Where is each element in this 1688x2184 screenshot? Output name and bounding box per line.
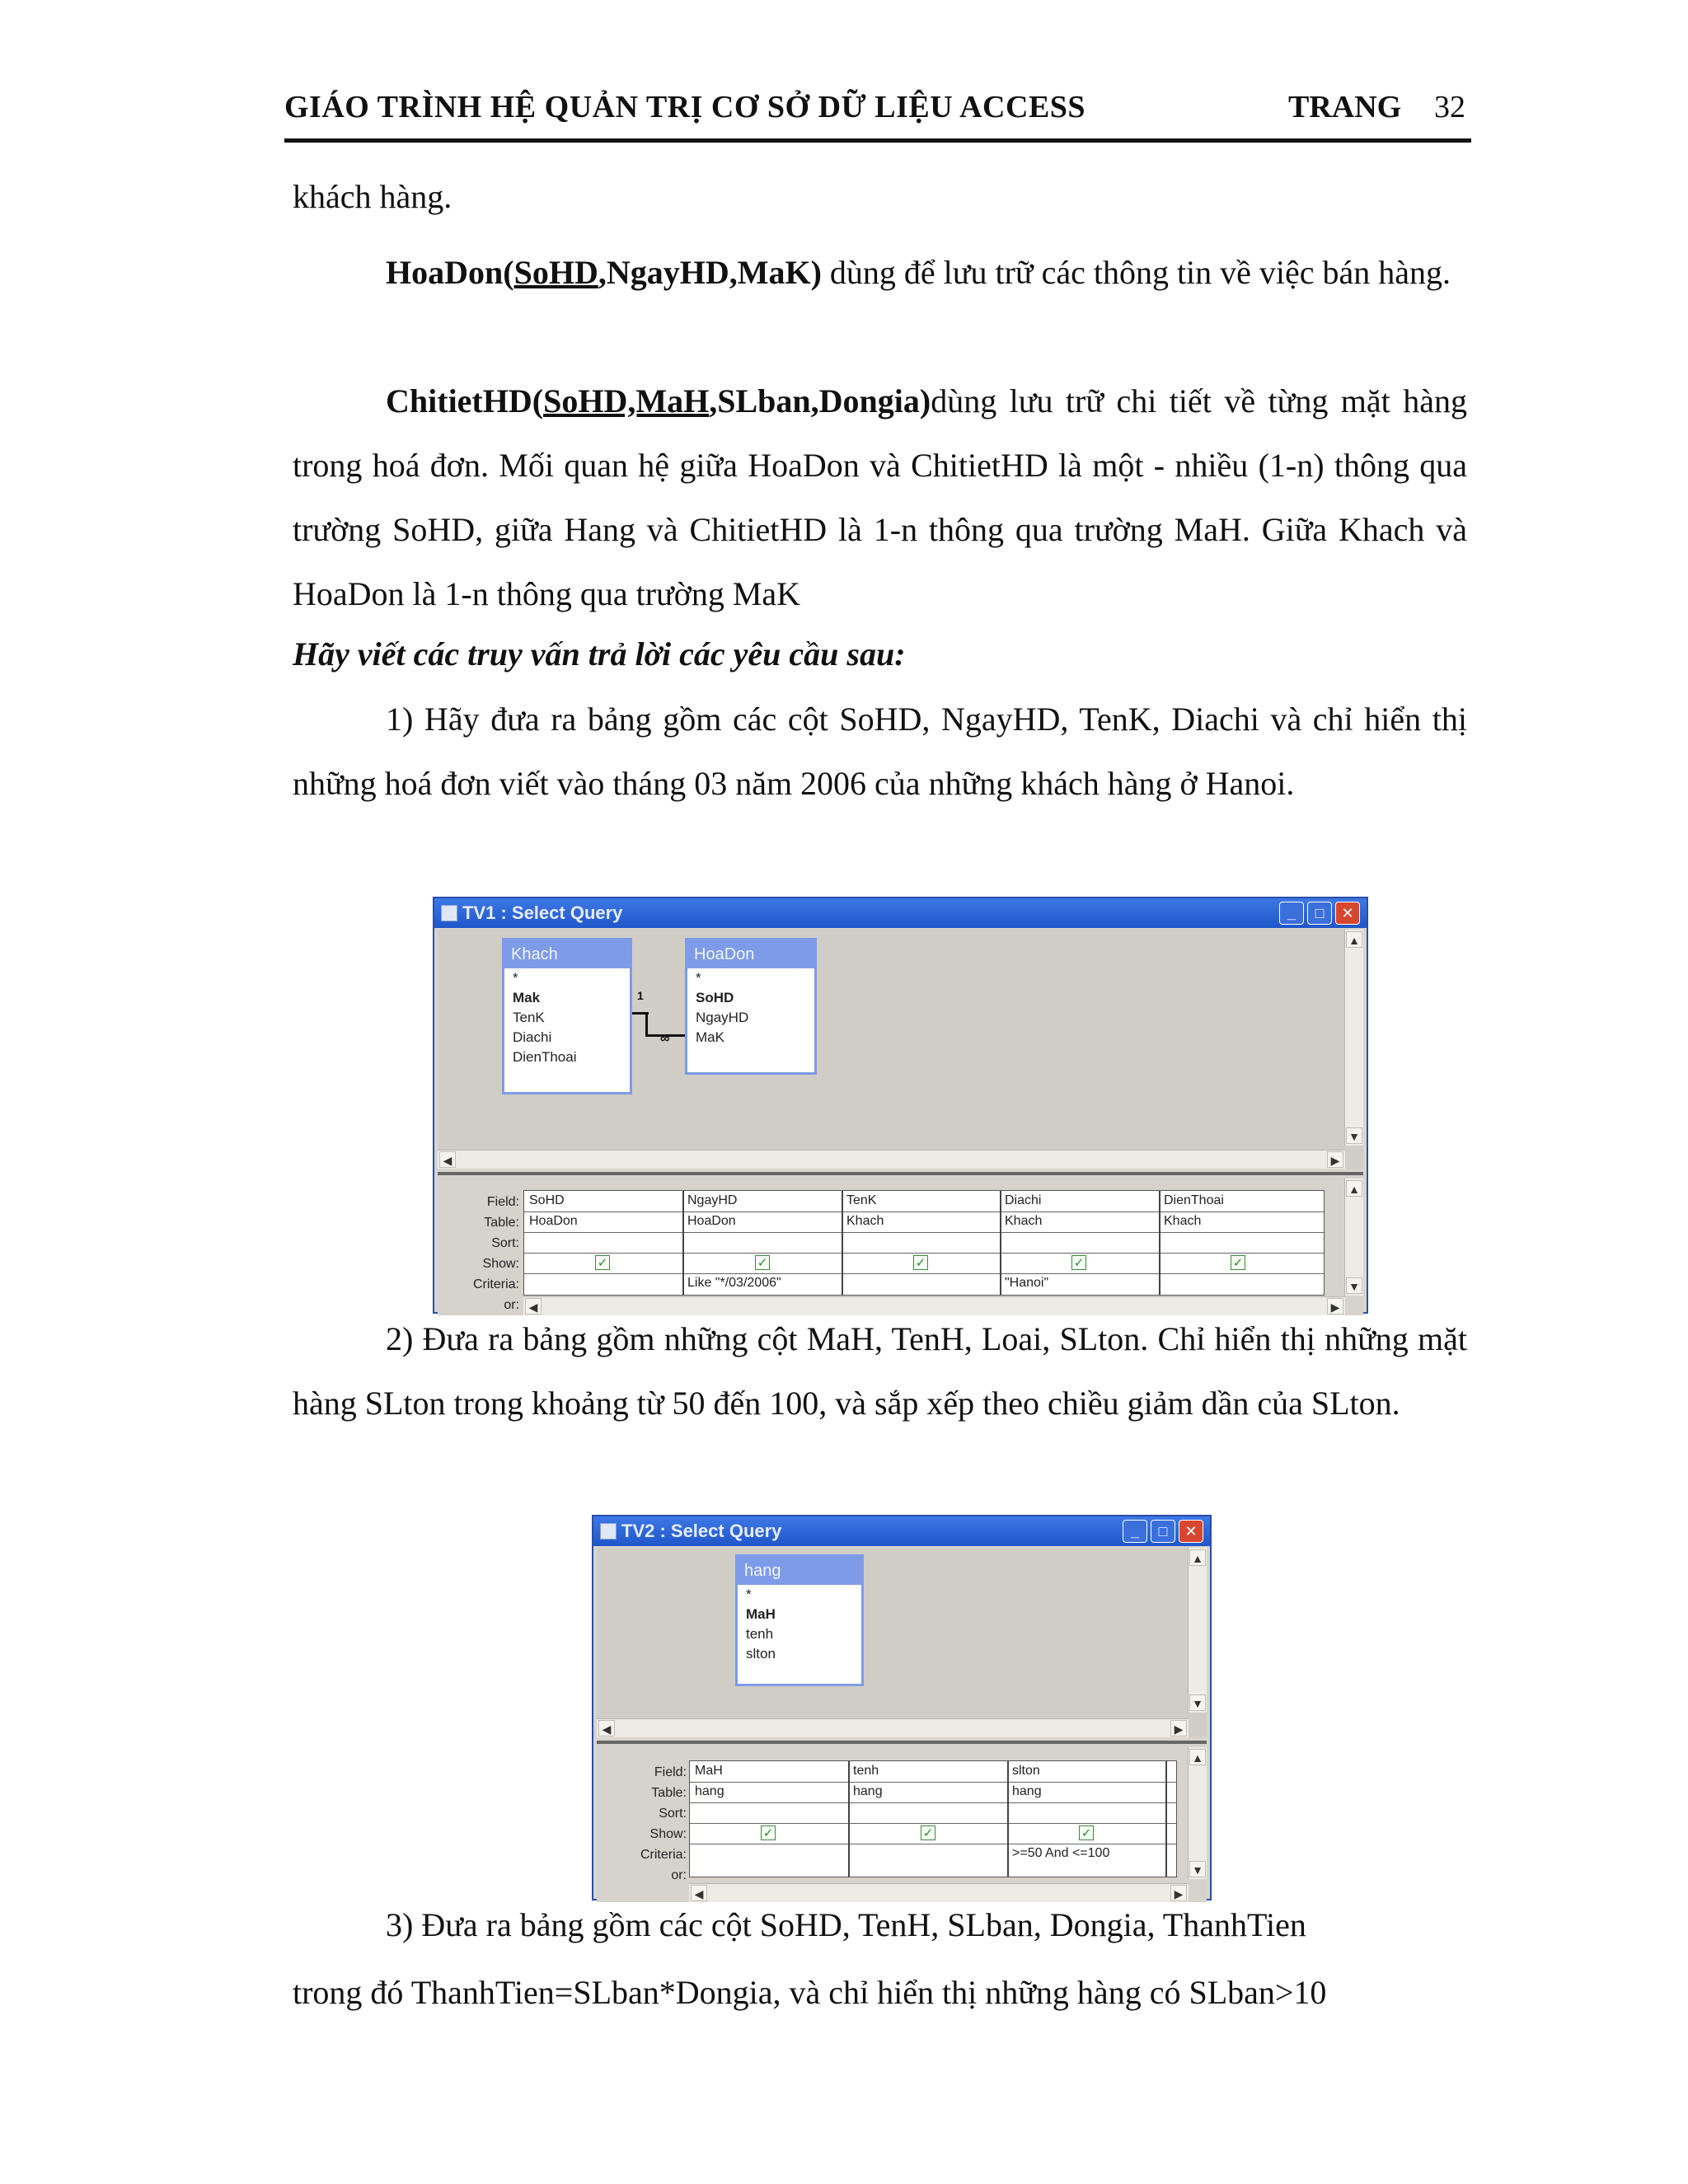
table-title: Khach xyxy=(504,940,630,968)
field-item[interactable]: MaK xyxy=(696,1029,724,1045)
cthd-bold-post: ,SLban,Dongia) xyxy=(709,382,931,419)
table-pane xyxy=(438,930,1363,1169)
minimize-button[interactable]: _ xyxy=(1123,1520,1147,1543)
scroll-left-icon[interactable]: ◀ xyxy=(691,1885,707,1901)
field-item[interactable]: SoHD xyxy=(696,990,734,1005)
one-marker: 1 xyxy=(637,989,644,1002)
criteria-cell[interactable]: >=50 And <=100 xyxy=(1012,1846,1110,1860)
scroll-down-icon[interactable]: ▼ xyxy=(1189,1694,1206,1711)
query-window-2 xyxy=(592,1515,1212,1900)
title-bar xyxy=(434,898,1367,928)
field-item[interactable]: * xyxy=(513,970,518,986)
show-checkbox[interactable]: ✓ xyxy=(755,1255,770,1270)
row-label: Field: xyxy=(654,1765,687,1779)
row-label: Table: xyxy=(484,1216,519,1230)
cthd-description: dùng lưu trữ chi tiết về từng mặt hàng trong hoá đơn. Mối quan hệ giữa HoaDon và ChitietHD là một - nhiều (1-n) thông qua trường SoHD, giữa Hang và ChitietHD là 1-n thông qua trường MaH. Giữa Khach và HoaDon là 1-n thông qua trường MaK xyxy=(293,382,1467,612)
scroll-right-icon[interactable]: ▶ xyxy=(1170,1885,1187,1901)
query-window-1 xyxy=(433,897,1368,1314)
show-checkbox[interactable]: ✓ xyxy=(595,1255,610,1270)
criteria-cell[interactable]: Like "*/03/2006" xyxy=(687,1276,781,1290)
page-header xyxy=(284,89,1471,143)
scroll-left-icon[interactable]: ◀ xyxy=(525,1298,542,1315)
cthd-key: SoHD,MaH xyxy=(543,382,710,419)
row-label: Table: xyxy=(651,1786,687,1800)
scroll-down-icon[interactable]: ▼ xyxy=(1346,1127,1362,1144)
table-cell[interactable]: hang xyxy=(1012,1784,1042,1798)
page-number: 32 xyxy=(1434,90,1465,124)
hoadon-key: SoHD xyxy=(513,254,598,291)
field-cell[interactable]: NgayHD xyxy=(687,1193,738,1207)
show-checkbox[interactable]: ✓ xyxy=(913,1255,928,1270)
show-checkbox[interactable]: ✓ xyxy=(1071,1255,1086,1270)
field-cell[interactable]: TenK xyxy=(846,1193,877,1207)
row-label: Field: xyxy=(486,1195,519,1209)
vertical-scrollbar[interactable] xyxy=(1344,930,1363,1146)
document-title: GIÁO TRÌNH HỆ QUẢN TRỊ CƠ SỞ DỮ LIỆU ACCESS xyxy=(284,90,1086,124)
page-label: TRANG xyxy=(1288,90,1402,124)
query-icon xyxy=(441,905,457,921)
table-cell[interactable]: Khach xyxy=(846,1214,884,1228)
field-cell[interactable]: SoHD xyxy=(529,1193,565,1207)
field-item[interactable]: TenK xyxy=(513,1010,545,1025)
many-marker: ∞ xyxy=(660,1032,670,1046)
query-icon xyxy=(600,1523,617,1540)
field-cell[interactable]: slton xyxy=(1012,1764,1040,1778)
hoadon-bold-pre: HoaDon( xyxy=(386,254,514,291)
relationship-line xyxy=(645,1012,648,1037)
chitiethd-paragraph xyxy=(293,369,1467,626)
row-label: Criteria: xyxy=(640,1848,687,1862)
hoadon-description: dùng để lưu trữ các thông tin về việc bán hàng. xyxy=(821,254,1451,291)
table-title: HoaDon xyxy=(687,940,814,968)
query-design-grid[interactable] xyxy=(523,1190,1325,1296)
scroll-right-icon[interactable]: ▶ xyxy=(1170,1720,1187,1736)
scroll-right-icon[interactable]: ▶ xyxy=(1327,1298,1343,1315)
show-checkbox[interactable]: ✓ xyxy=(1079,1825,1094,1840)
table-cell[interactable]: hang xyxy=(695,1784,724,1798)
field-item[interactable]: DienThoai xyxy=(513,1049,577,1065)
row-labels xyxy=(441,1192,519,1315)
field-item[interactable]: Mak xyxy=(513,990,541,1005)
exercise-heading: Hãy viết các truy vấn trả lời các yêu cầu sau: xyxy=(293,635,906,673)
row-labels xyxy=(600,1762,687,1886)
table-box-hoadon[interactable] xyxy=(685,938,817,1075)
show-checkbox[interactable]: ✓ xyxy=(1231,1255,1245,1270)
table-box-hang[interactable] xyxy=(735,1554,864,1686)
hoadon-bold-post: ,NgayHD,MaK) xyxy=(598,254,822,291)
field-cell[interactable]: tenh xyxy=(853,1764,879,1778)
close-button[interactable]: ✕ xyxy=(1179,1520,1203,1543)
scroll-up-icon[interactable]: ▲ xyxy=(1346,1180,1362,1197)
maximize-button[interactable]: □ xyxy=(1151,1520,1175,1543)
hoadon-paragraph xyxy=(293,241,1467,305)
field-item[interactable]: * xyxy=(696,970,701,986)
question-3-line-2: trong đó ThanhTien=SLban*Dongia, và chỉ hiển thị những hàng có SLban>10 xyxy=(293,1974,1327,2011)
field-cell[interactable]: MaH xyxy=(695,1764,723,1778)
scroll-down-icon[interactable]: ▼ xyxy=(1346,1277,1362,1294)
criteria-cell[interactable]: "Hanoi" xyxy=(1005,1276,1049,1290)
field-cell[interactable]: Diachi xyxy=(1005,1193,1042,1207)
scroll-left-icon[interactable]: ◀ xyxy=(598,1720,615,1736)
text-line: khách hàng. xyxy=(293,178,452,215)
table-cell[interactable]: HoaDon xyxy=(529,1214,578,1228)
question-1: 1) Hãy đưa ra bảng gồm các cột SoHD, NgayHD, TenK, Diachi và chỉ hiển thị những hoá đơn viết vào tháng 03 năm 2006 của những khách hàng ở Hanoi. xyxy=(293,701,1467,802)
table-cell[interactable]: Khach xyxy=(1005,1214,1043,1228)
table-cell[interactable]: HoaDon xyxy=(687,1214,736,1228)
table-cell[interactable]: hang xyxy=(853,1784,883,1798)
scroll-up-icon[interactable]: ▲ xyxy=(1189,1549,1206,1566)
design-grid-pane xyxy=(597,1741,1207,1902)
minimize-button[interactable]: _ xyxy=(1279,902,1304,925)
window-title: TV2 : Select Query xyxy=(621,1521,782,1541)
row-label: or: xyxy=(504,1298,519,1312)
field-item[interactable]: slton xyxy=(746,1646,776,1661)
table-pane xyxy=(597,1548,1207,1737)
vertical-scrollbar[interactable] xyxy=(1188,1548,1207,1713)
window-title: TV1 : Select Query xyxy=(462,902,623,923)
field-item[interactable]: Diachi xyxy=(513,1029,552,1045)
query-design-grid[interactable] xyxy=(689,1760,1177,1877)
scroll-right-icon[interactable]: ▶ xyxy=(1327,1151,1343,1168)
row-label: Show: xyxy=(482,1257,519,1271)
show-checkbox[interactable]: ✓ xyxy=(761,1825,776,1840)
question-2: 2) Đưa ra bảng gồm những cột MaH, TenH, Loai, SLton. Chỉ hiển thị những mặt hàng SLton trong khoảng từ 50 đến 100, và sắp xếp theo chiều giảm dần của SLton. xyxy=(293,1320,1467,1422)
scroll-down-icon[interactable]: ▼ xyxy=(1189,1861,1206,1877)
horizontal-scrollbar[interactable] xyxy=(597,1718,1189,1737)
table-title: hang xyxy=(738,1557,861,1585)
field-cell[interactable]: DienThoai xyxy=(1164,1193,1224,1207)
title-bar xyxy=(593,1516,1210,1546)
cthd-bold-pre: ChitietHD( xyxy=(386,382,544,419)
close-button[interactable]: ✕ xyxy=(1335,902,1360,925)
row-label: Criteria: xyxy=(472,1277,519,1291)
scroll-up-icon[interactable]: ▲ xyxy=(1189,1749,1206,1765)
scroll-left-icon[interactable]: ◀ xyxy=(439,1151,456,1168)
vertical-scrollbar[interactable] xyxy=(1188,1747,1207,1879)
table-cell[interactable]: Khach xyxy=(1164,1214,1202,1228)
field-item[interactable]: MaH xyxy=(746,1606,776,1622)
row-label: Show: xyxy=(649,1827,687,1841)
table-box-khach[interactable] xyxy=(502,938,632,1094)
show-checkbox[interactable]: ✓ xyxy=(921,1825,935,1840)
horizontal-scrollbar[interactable] xyxy=(438,1150,1345,1169)
row-label: Sort: xyxy=(491,1236,519,1250)
row-label: Sort: xyxy=(659,1807,687,1821)
field-item[interactable]: * xyxy=(746,1586,752,1602)
row-label: or: xyxy=(671,1868,687,1882)
question-3-line-1: 3) Đưa ra bảng gồm các cột SoHD, TenH, SLban, Dongia, ThanhTien xyxy=(386,1906,1306,1943)
field-item[interactable]: NgayHD xyxy=(696,1010,749,1025)
scroll-up-icon[interactable]: ▲ xyxy=(1346,931,1362,948)
field-item[interactable]: tenh xyxy=(746,1626,774,1642)
design-grid-pane xyxy=(438,1172,1363,1315)
vertical-scrollbar[interactable] xyxy=(1344,1179,1363,1296)
horizontal-scrollbar[interactable] xyxy=(689,1883,1189,1902)
maximize-button[interactable]: □ xyxy=(1307,902,1332,925)
